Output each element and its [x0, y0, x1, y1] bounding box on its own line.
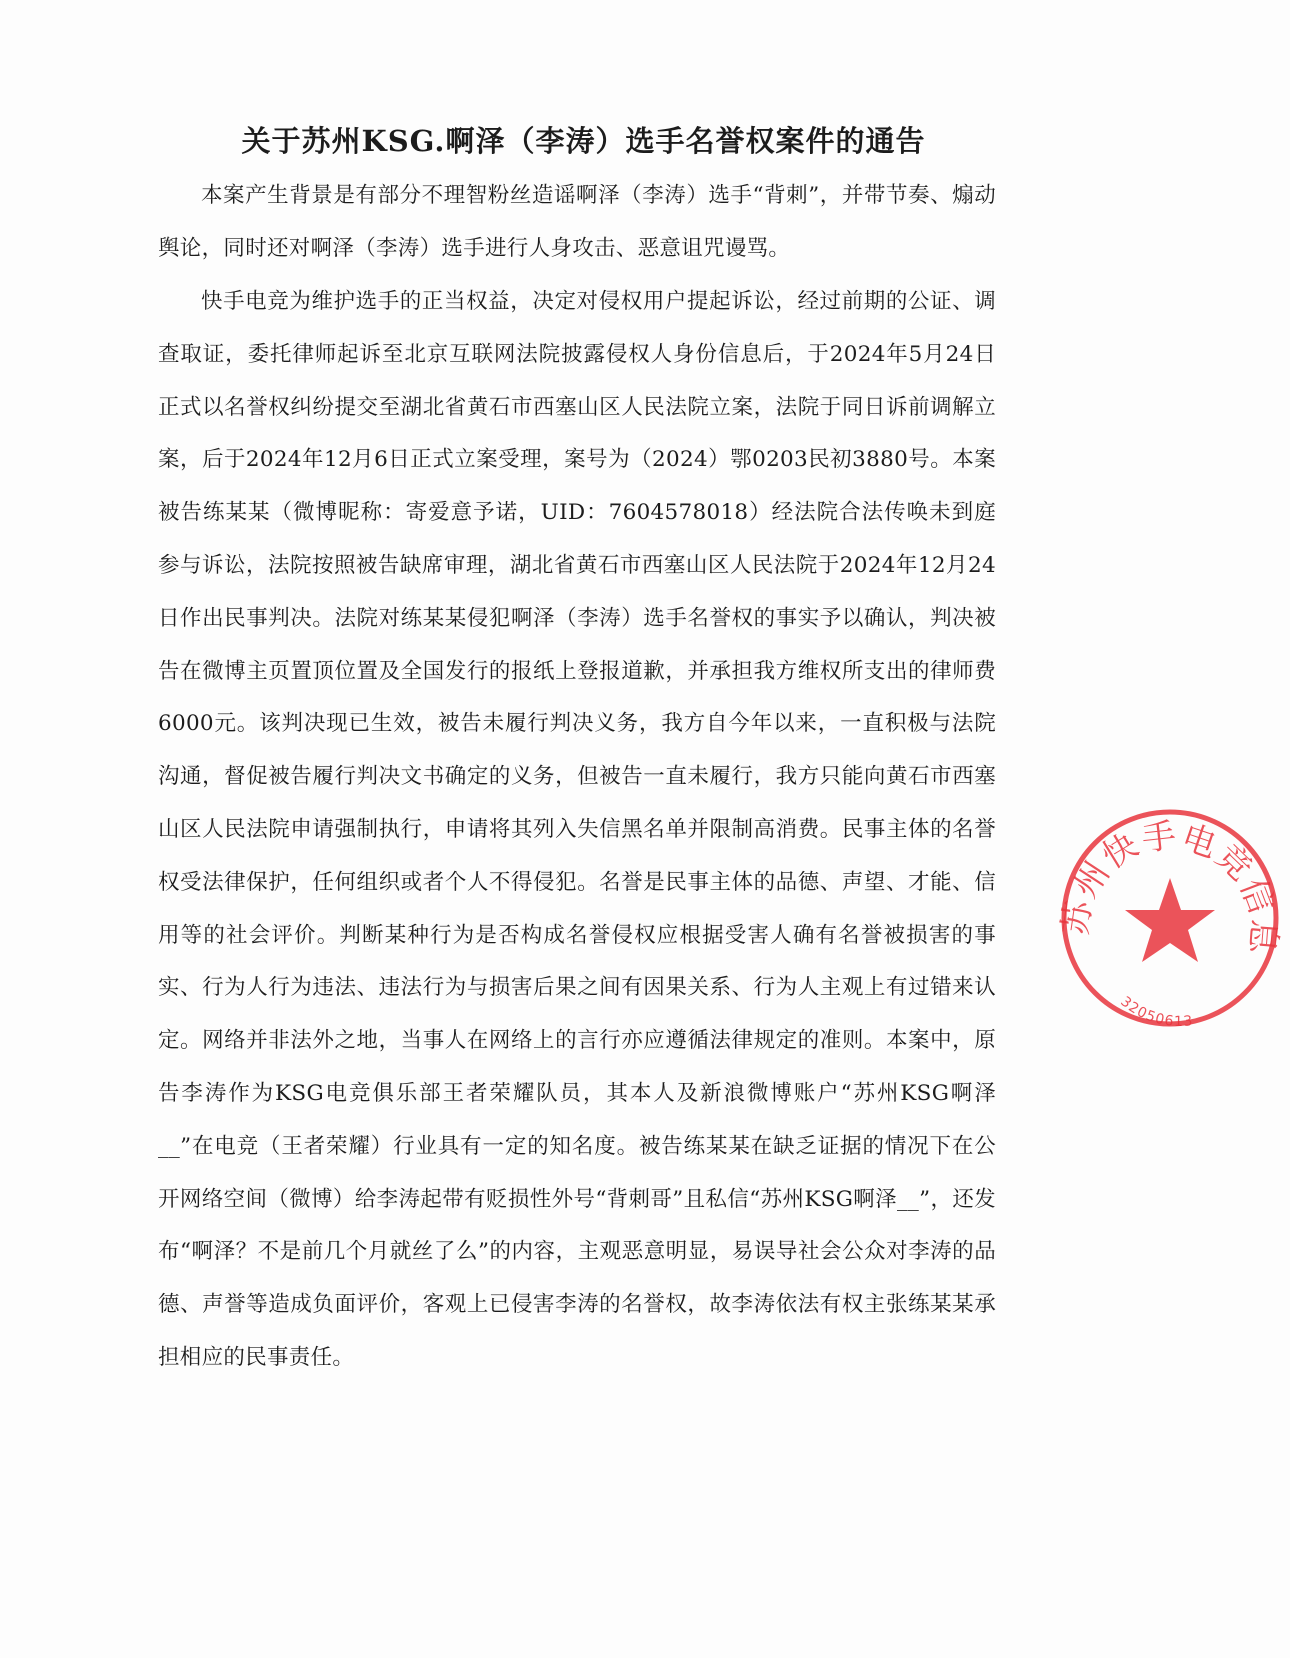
paragraph-background: [158, 170, 996, 276]
paragraph-text: 本案产生背景是有部分不理智粉丝造谣啊泽（李涛）选手“背刺”，并带节奏、煽动舆论，同时还对啊泽（李涛）选手进行人身攻击、恶意诅咒谩骂。: [158, 183, 996, 261]
paragraph-text: 快手电竞为维护选手的正当权益，决定对侵权用户提起诉讼，经过前期的公证、调查取证，委托律师起诉至北京互联网法院披露侵权人身份信息后，于2024年5月24日正式以名誉权纠纷提交至湖北省黄石市西塞山区人民法院立案，法院于同日诉前调解立案，后于2024年12月6日正式立案受理，案号为（2024）鄂0203民初3880号。本案被告练某某（微博昵称：寄爱意予诺，UID：7604578018）经法院合法传唤未到庭参与诉讼，法院按照被告缺席审理，湖北省黄石市西塞山区人民法院于2024年12月24日作出民事判决。法院对练某某侵犯啊泽（李涛）选手名誉权的事实予以确认，判决被告在微博主页置顶位置及全国发行的报纸上登报道歉，并承担我方维权所支出的律师费6000元。该判决现已生效，被告未履行判决义务，我方自今年以来，一直积极与法院沟通，督促被告履行判决文书确定的义务，但被告一直未履行，我方只能向黄石市西塞山区人民法院申请强制执行，申请将其列入失信黑名单并限制高消费。民事主体的名誉权受法律保护，任何组织或者个人不得侵犯。名誉是民事主体的品德、声望、才能、信用等的社会评价。判断某种行为是否构成名誉侵权应根据受害人确有名誉被损害的事实、行为人行为违法、违法行为与损害后果之间有因果关系、行为人主观上有过错来认定。网络并非法外之地，当事人在网络上的言行亦应遵循法律规定的准则。本案中，原告李涛作为KSG电竞俱乐部王者荣耀队员，其本人及新浪微博账户“苏州KSG啊泽__”在电竞（王者荣耀）行业具有一定的知名度。被告练某某在缺乏证据的情况下在公开网络空间（微博）给李涛起带有贬损性外号“背刺哥”且私信“苏州KSG啊泽__”，还发布“啊泽？不是前几个月就丝了么”的内容，主观恶意明显，易误导社会公众对李涛的品德、声誉等造成负面评价，客观上已侵害李涛的名誉权，故李涛依法有权主张练某某承担相应的民事责任。: [158, 289, 996, 1370]
document-title: 关于苏州KSG.啊泽（李涛）选手名誉权案件的通告: [241, 124, 926, 158]
seal-star-icon: [1125, 878, 1215, 962]
seal-text: 苏州快手电竞信息: [1055, 815, 1285, 957]
paragraph-main: [158, 276, 996, 1385]
seal-code: 32050613: [1117, 993, 1195, 1030]
company-seal-stamp: [1050, 798, 1290, 1038]
